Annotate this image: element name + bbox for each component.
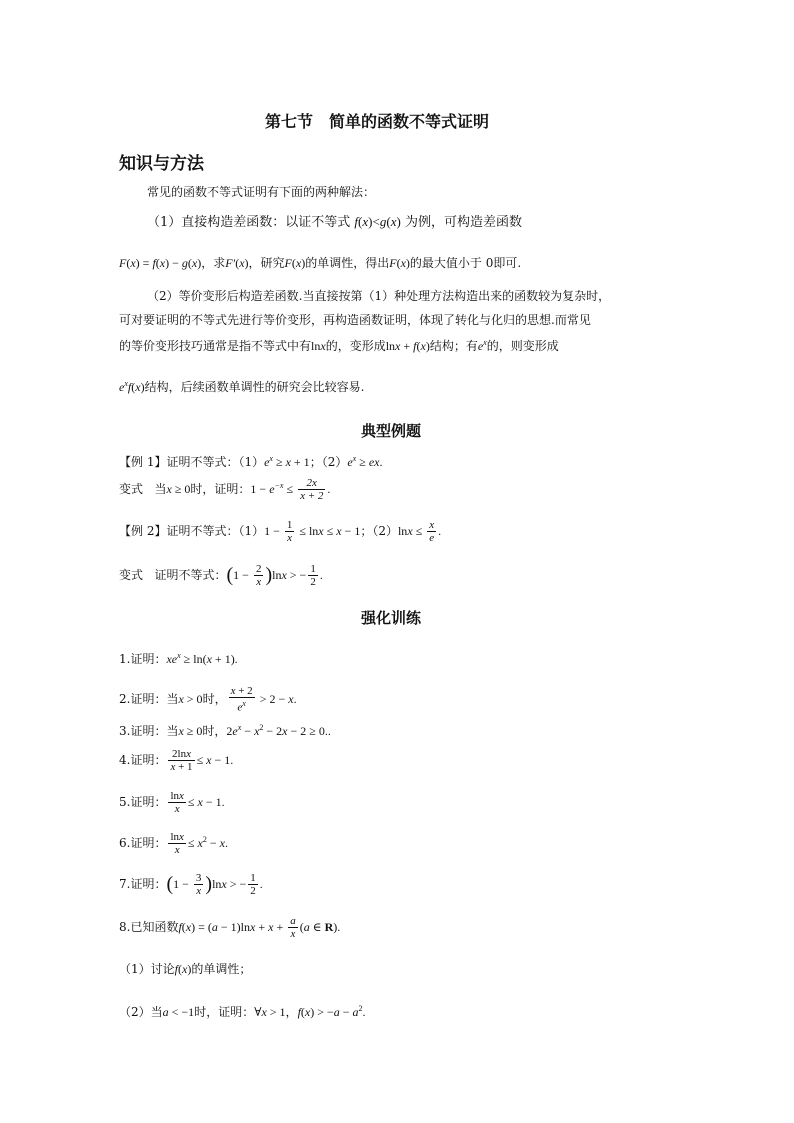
training-problem-8: 8.已知函数f(x) = (a − 1)lnx + x + $\frac{a}{x}$ (a ∈ R). [119, 915, 341, 940]
method2-text-a: 的等价变形技巧通常是指不等式中有 [119, 339, 312, 353]
method2-text-b: 的，变形成 [325, 339, 386, 353]
method2-text-c: 结构；有 [429, 339, 478, 353]
formula-fx-lt-gx: f [354, 214, 359, 229]
fraction-x-plus-2-over-ex: $\frac{x + 2}{e^x}$ [230, 685, 253, 714]
example-1-text: 证明不等式：（1） [166, 455, 265, 469]
training-problem-3: 3.证明：当x ≥ 0时，$2e^x - x^2 - 2x - 2 \ge 0$.. [119, 723, 331, 738]
training-problem-5: 5.证明： $\frac{\ln x}{x}$ ≤ x − 1. [119, 790, 225, 815]
example-2-mid: ；（2） [360, 524, 398, 538]
fraction-2x-over-x-plus-2: $\frac{2x}{x + 2}$ [300, 477, 324, 502]
training-6-text: 6.证明： [119, 836, 167, 850]
fraction-2lnx-over-x-plus-1: $\frac{2\ln x}{x + 1}$ [170, 748, 193, 773]
method1-text-d: ，研究 [248, 256, 285, 270]
method1-text-f: 的最大值小于 0即可. [409, 256, 522, 270]
variation-1: 变式 当x ≥ 0时，证明：$1 - e^{-x}$ ≤ $\frac{2x}{x + 2}$ . [119, 477, 331, 502]
method1-text-c: ，求 [201, 256, 226, 270]
fraction-1-over-2-b: $\frac{1}{2}$ [250, 872, 256, 897]
method2-line4: $e^xf(x)$结构，后续函数单调性的研究会比较容易. [119, 379, 365, 394]
variation-2: 变式 证明不等式：(1 − $\frac{2}{x}$ )lnx > − $\frac{1}{2}$ . [119, 563, 323, 588]
section-training-heading: 强化训练 [361, 609, 422, 627]
example-1-mid: ；（2） [309, 455, 348, 469]
section-examples-heading: 典型例题 [361, 422, 422, 440]
training-problem-4: 4.证明： $\frac{2\ln x}{x + 1}$ ≤ x − 1. [119, 748, 234, 773]
training-2-text-b: 时， [202, 691, 227, 706]
variation-1-label: 变式 [119, 482, 144, 496]
method2-line1: （2）等价变形后构造差函数.当直接按第（1）种处理方法构造出来的函数较为复杂时， [147, 289, 611, 303]
method2-line3: 的等价变形技巧通常是指不等式中有lnx的，变形成lnx + f(x)结构；有$e^x$的，则变形成 [119, 338, 559, 353]
fraction-1-over-x: $\frac{1}{x}$ [286, 519, 293, 544]
example-1-label: 【例 1】 [119, 455, 167, 469]
method1-text-b: 为例，可构造差函数 [404, 215, 522, 230]
fraction-lnx-over-x-a: $\frac{\ln x}{x}$ [170, 790, 184, 815]
training-4-text: 4.证明： [119, 753, 167, 767]
training-problem-7: 7.证明：(1 − $\frac{3}{x}$ )lnx > − $\frac{1}{2}$ . [119, 872, 263, 897]
example-2-text: 证明不等式：（1） [166, 524, 265, 538]
variation-2-label: 变式 [119, 568, 144, 582]
fraction-x-over-e: $\frac{x}{e}$ [429, 519, 435, 544]
fraction-lnx-over-x-b: $\frac{\ln x}{x}$ [170, 831, 184, 856]
training-8-text: 8.已知函数 [119, 920, 179, 934]
example-2-label: 【例 2】 [119, 524, 167, 538]
fraction-a-over-x: $\frac{a}{x}$ [290, 915, 296, 940]
method1-line2: F(x) = f(x) − g(x)，求F′(x)，研究F(x)的单调性，得出F(x)的最大值小于 0即可. [119, 256, 522, 270]
intro-text: 常见的函数不等式证明有下面的两种解法： [147, 185, 376, 199]
variation-1-text-a: 当 [154, 482, 167, 496]
training-3-text-a: 3.证明：当 [119, 724, 179, 738]
training-8-1-text-a: （1）讨论 [119, 962, 175, 976]
fraction-2-over-x: $\frac{2}{x}$ [255, 563, 262, 588]
method1-line1: （1）直接构造差函数：以证不等式 f(x)<g(x) 为例，可构造差函数 [147, 214, 522, 230]
training-3-text-b: 时， [202, 724, 227, 738]
formula-F-prime: F′ [225, 256, 236, 270]
formula-F-def: F(x) = f(x) − g(x) [119, 256, 202, 270]
training-7-text: 7.证明： [119, 877, 167, 891]
variation-1-text-b: 时，证明： [190, 482, 251, 496]
method1-text-e: 的单调性，得出 [305, 256, 390, 270]
fraction-3-over-x: $\frac{3}{x}$ [195, 872, 202, 897]
fraction-1-over-2: $\frac{1}{2}$ [310, 563, 316, 588]
training-problem-6: 6.证明： $\frac{\ln x}{x}$ ≤ $x^2 - x$. [119, 831, 228, 856]
method1-text-a: （1）直接构造差函数：以证不等式 [147, 215, 351, 230]
page-title: 第七节 简单的函数不等式证明 [265, 112, 490, 131]
training-problem-1: 1.证明：$xe^x \ge \ln(x + 1)$. [119, 651, 238, 666]
training-8-1-text-b: 的单调性； [191, 962, 252, 976]
method2-line2: 可对要证明的不等式先进行等价变形，再构造函数证明，体现了转化与化归的思想.而常见 [119, 313, 591, 327]
training-2-text-a: 2.证明：当 [119, 691, 179, 706]
training-problem-2: 2.证明：当x > 0时， $\frac{x + 2}{e^x}$ > 2 − x. [119, 685, 297, 714]
training-problem-8-part-1: （1）讨论f(x)的单调性； [119, 962, 252, 976]
section-knowledge-heading: 知识与方法 [119, 154, 204, 174]
example-1: 【例 1】证明不等式：$(1)e^x \ge x + 1$；$(2)e^x$ ≥ ex. [119, 454, 383, 469]
training-8-2-text-a: （2）当 [119, 1005, 163, 1019]
training-5-text: 5.证明： [119, 795, 167, 809]
training-8-2-text-b: 时，证明： [194, 1005, 255, 1019]
method2-text-d: 的，则变形成 [486, 339, 559, 353]
training-problem-8-part-2: （2）当a < −1时，证明：∀x > 1，$f(x) > -a - a^2$. [119, 1004, 366, 1019]
example-2: 【例 2】证明不等式：（1）1 − $\frac{1}{x}$ ≤ lnx ≤ x − 1；（2）lnx ≤ $\frac{x}{e}$ . [119, 519, 442, 544]
training-1-text: 1.证明： [119, 652, 167, 666]
variation-2-text: 证明不等式： [154, 568, 227, 582]
method2-text-e: 结构，后续函数单调性的研究会比较容易. [144, 380, 365, 394]
